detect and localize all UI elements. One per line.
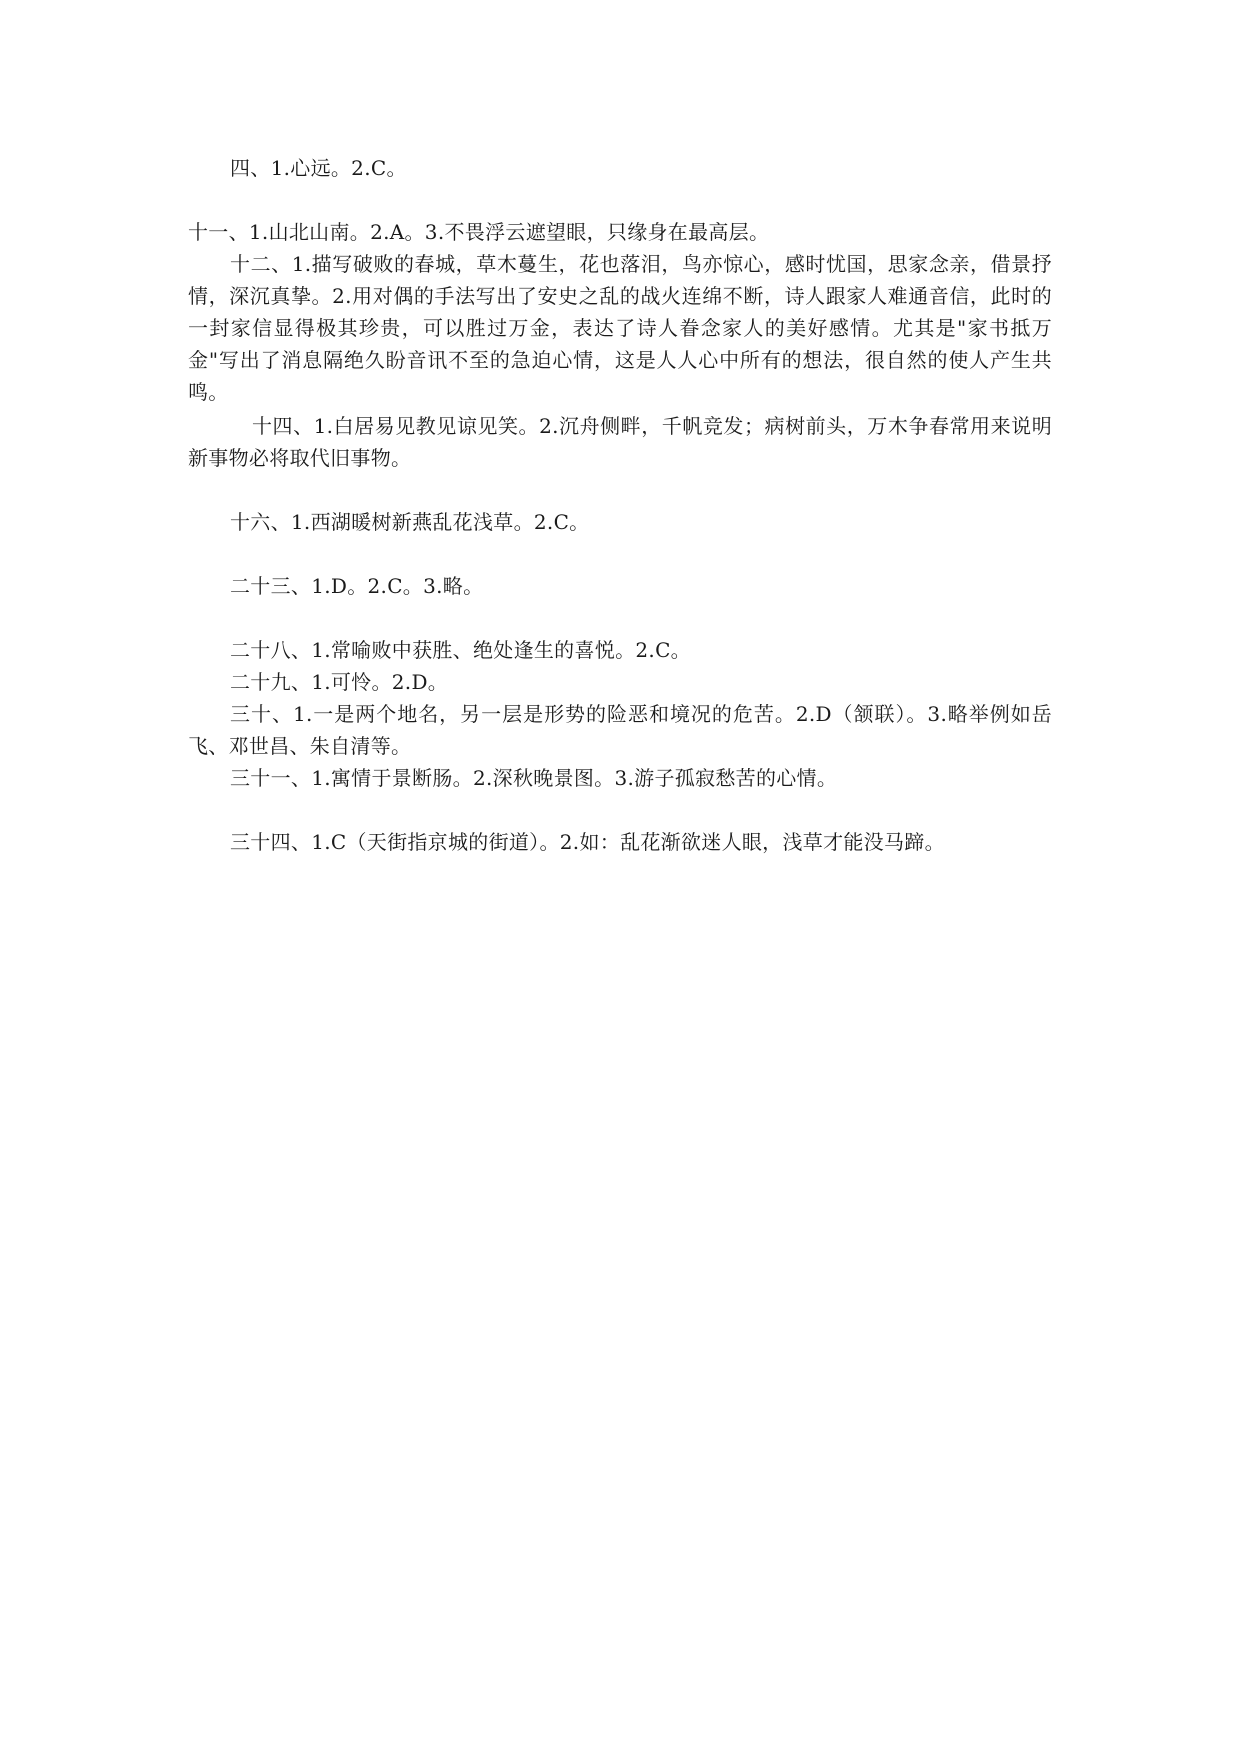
answer-paragraph: 四、1.心远。2.C。 [230,156,407,180]
answer-paragraph: 十六、1.西湖暖树新燕乱花浅草。2.C。 [230,510,590,534]
answer-paragraph: 三十四、1.C（天街指京城的街道）。2.如：乱花渐欲迷人眼，浅草才能没马蹄。 [230,830,945,854]
answer-paragraph: 三十、1.一是两个地名，另一层是形势的险恶和境况的危苦。2.D（颔联）。3.略举例如岳飞、邓世昌、朱自清等。 [188,702,1052,758]
answer-paragraph: 十一、1.山北山南。2.A。3.不畏浮云遮望眼，只缘身在最高层。 [188,220,770,244]
answer-paragraph: 二十三、1.D。2.C。3.略。 [230,574,484,598]
answer-paragraph: 十二、1.描写破败的春城，草木蔓生，花也落泪，鸟亦惊心，感时忧国，思家念亲，借景抒情，深沉真挚。2.用对偶的手法写出了安史之乱的战火连绵不断，诗人跟家人难通音信，此时的一封家信显得极其珍贵，可以胜过万金，表达了诗人眷念家人的美好感情。尤其是"家书抵万金"写出了消息隔绝久盼音讯不至的急迫心情，这是人人心中所有的想法，很自然的使人产生共鸣。 [188,252,1052,404]
answer-paragraph: 二十八、1.常喻败中获胜、绝处逢生的喜悦。2.C。 [230,638,691,662]
answer-paragraph: 十四、1.白居易见教见谅见笑。2.沉舟侧畔，千帆竞发；病树前头，万木争春常用来说明新事物必将取代旧事物。 [188,414,1052,470]
answer-paragraph: 三十一、1.寓情于景断肠。2.深秋晚景图。3.游子孤寂愁苦的心情。 [230,766,838,790]
answer-paragraph: 二十九、1.可怜。2.D。 [230,670,449,694]
